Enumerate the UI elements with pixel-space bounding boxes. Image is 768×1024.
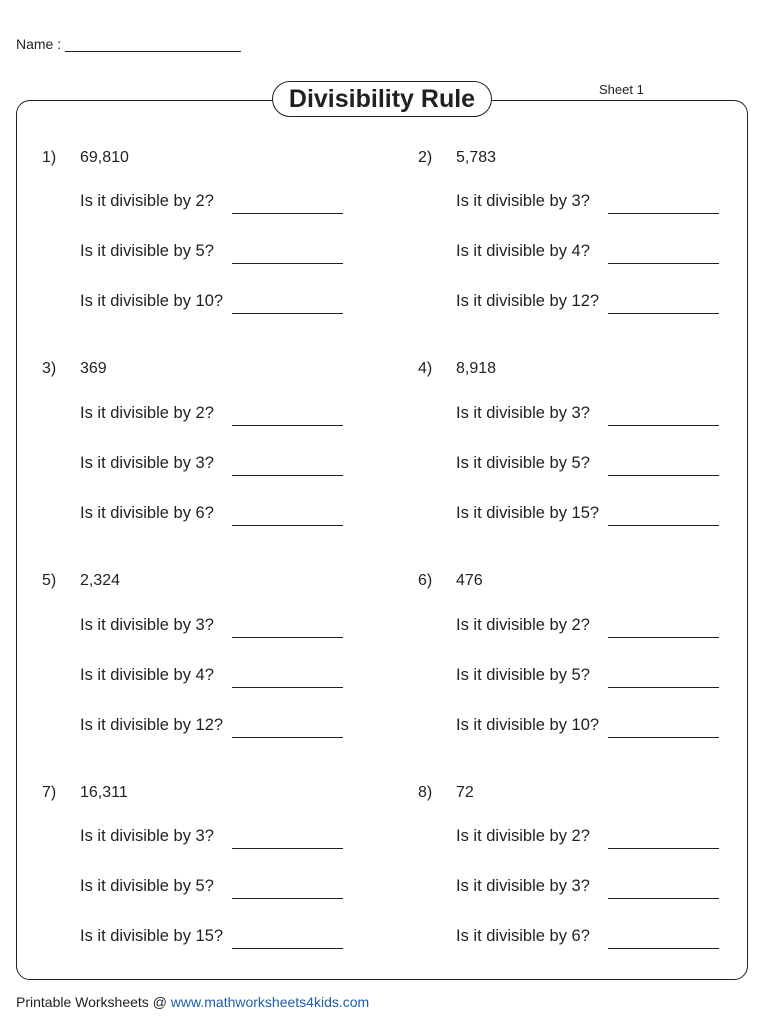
question-text: Is it divisible by 3? [80, 454, 214, 472]
answer-line[interactable] [608, 897, 719, 899]
question-text: Is it divisible by 2? [80, 192, 214, 210]
answer-line[interactable] [608, 474, 719, 476]
question-text: Is it divisible by 4? [456, 242, 590, 260]
name-label: Name : [16, 36, 62, 52]
problem-4 [418, 360, 728, 550]
question-text: Is it divisible by 6? [456, 927, 590, 945]
problem-7 [42, 784, 352, 974]
question-text: Is it divisible by 5? [80, 877, 214, 895]
question-text: Is it divisible by 10? [456, 716, 600, 734]
problem-2 [418, 149, 728, 339]
problem-value: 5,783 [456, 149, 497, 166]
answer-line[interactable] [232, 262, 343, 264]
problem-8 [418, 784, 728, 974]
footer-link[interactable]: www.mathworksheets4kids.com [170, 994, 370, 1010]
problem-number: 1) [42, 149, 57, 166]
answer-line[interactable] [232, 736, 343, 738]
question-text: Is it divisible by 5? [80, 242, 214, 260]
problem-value: 69,810 [80, 149, 129, 166]
footer-prefix: Printable Worksheets @ [16, 994, 171, 1010]
question-text: Is it divisible by 10? [80, 292, 224, 310]
answer-line[interactable] [232, 897, 343, 899]
answer-line[interactable] [608, 312, 719, 314]
problem-number: 3) [42, 360, 57, 377]
question-text: Is it divisible by 3? [456, 877, 590, 895]
problem-value: 369 [80, 360, 107, 377]
answer-line[interactable] [608, 212, 719, 214]
problem-number: 7) [42, 784, 57, 801]
problem-number: 2) [418, 149, 433, 166]
problem-number: 4) [418, 360, 433, 377]
name-row [16, 35, 241, 52]
answer-line[interactable] [608, 736, 719, 738]
answer-line[interactable] [232, 212, 343, 214]
problem-value: 8,918 [456, 360, 497, 377]
answer-line[interactable] [232, 847, 343, 849]
question-text: Is it divisible by 12? [456, 292, 600, 310]
name-answer-line[interactable] [65, 35, 241, 52]
problem-number: 8) [418, 784, 433, 801]
answer-line[interactable] [608, 847, 719, 849]
question-text: Is it divisible by 15? [456, 504, 600, 522]
answer-line[interactable] [608, 262, 719, 264]
question-text: Is it divisible by 3? [456, 404, 590, 422]
answer-line[interactable] [232, 474, 343, 476]
problem-3 [42, 360, 352, 550]
question-text: Is it divisible by 2? [80, 404, 214, 422]
problem-number: 6) [418, 572, 433, 589]
answer-line[interactable] [232, 947, 343, 949]
answer-line[interactable] [232, 524, 343, 526]
worksheet-title [272, 81, 492, 117]
question-text: Is it divisible by 4? [80, 666, 214, 684]
answer-line[interactable] [608, 524, 719, 526]
answer-line[interactable] [232, 424, 343, 426]
question-text: Is it divisible by 3? [80, 827, 214, 845]
question-text: Is it divisible by 12? [80, 716, 224, 734]
sheet-label: Sheet 1 [599, 82, 644, 97]
answer-line[interactable] [608, 686, 719, 688]
answer-line[interactable] [608, 636, 719, 638]
answer-line[interactable] [232, 312, 343, 314]
problem-6 [418, 572, 728, 762]
question-text: Is it divisible by 3? [80, 616, 214, 634]
title-text: Divisibility Rule [288, 84, 476, 113]
answer-line[interactable] [608, 947, 719, 949]
answer-line[interactable] [232, 686, 343, 688]
question-text: Is it divisible by 2? [456, 827, 590, 845]
problem-value: 476 [456, 572, 483, 589]
problem-number: 5) [42, 572, 57, 589]
problem-5 [42, 572, 352, 762]
question-text: Is it divisible by 15? [80, 927, 224, 945]
question-text: Is it divisible by 6? [80, 504, 214, 522]
question-text: Is it divisible by 5? [456, 454, 590, 472]
answer-line[interactable] [232, 636, 343, 638]
problem-1 [42, 149, 352, 339]
question-text: Is it divisible by 5? [456, 666, 590, 684]
question-text: Is it divisible by 2? [456, 616, 590, 634]
problem-value: 16,311 [80, 784, 128, 801]
question-text: Is it divisible by 3? [456, 192, 590, 210]
footer [16, 994, 369, 1010]
problem-value: 72 [456, 784, 474, 801]
answer-line[interactable] [608, 424, 719, 426]
problem-value: 2,324 [80, 572, 121, 589]
